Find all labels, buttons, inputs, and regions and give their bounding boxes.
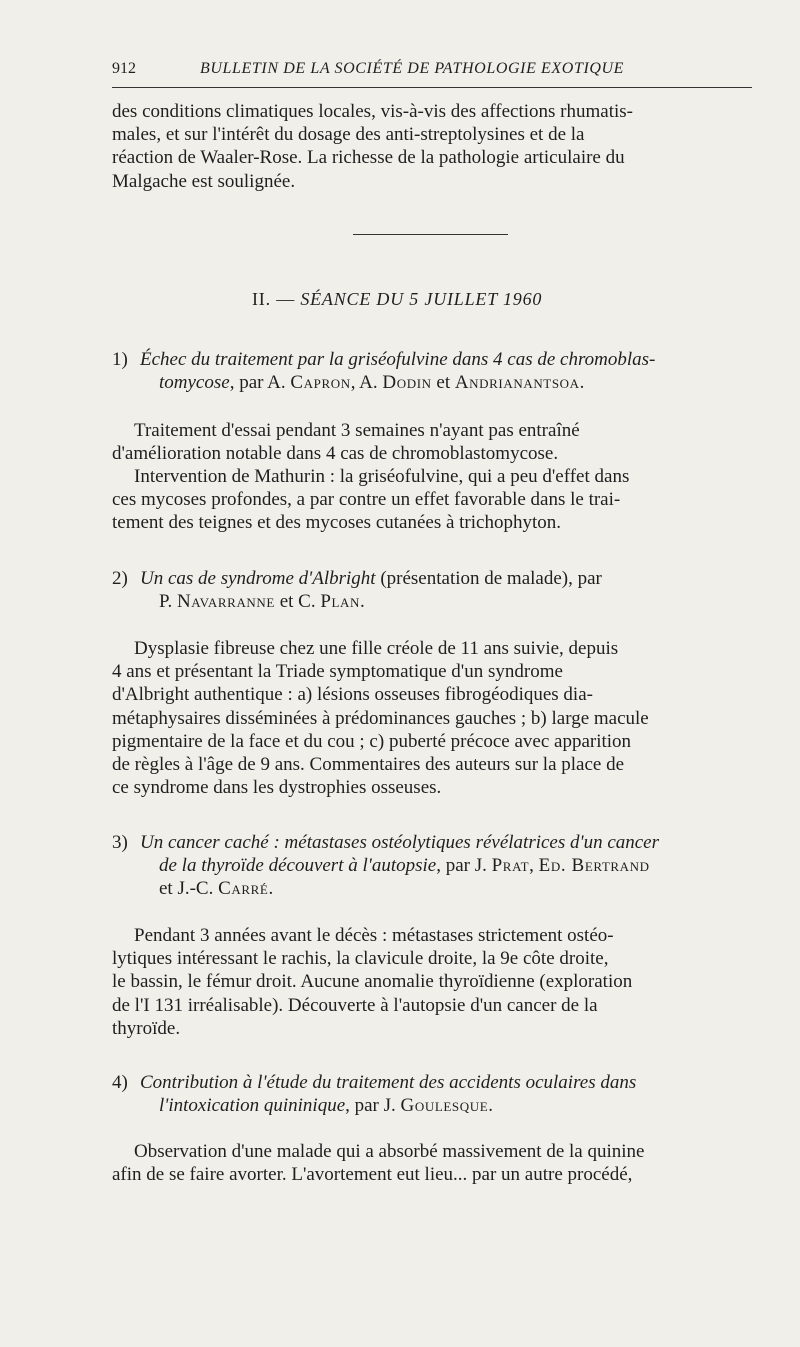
by-text: , par A.	[229, 372, 286, 394]
text-line: 4 ans et présentant la Triade symptomatique d'un syndrome	[112, 661, 563, 683]
by-text: , par J.	[436, 855, 487, 877]
author: Plan	[320, 591, 361, 613]
item-title: Un cas de syndrome d'Albright	[140, 568, 376, 589]
text-line: réaction de Waaler-Rose. La richesse de la pathologie articulaire du	[112, 147, 625, 169]
item-1-paragraph-2	[112, 465, 752, 535]
text-line: le bassin, le fémur droit. Aucune anomalie thyroïdienne (exploration	[112, 971, 633, 993]
item-number: 4)	[112, 1072, 128, 1093]
author: Capron	[290, 372, 351, 394]
item-1-heading	[112, 348, 752, 394]
item-number: 3)	[112, 832, 128, 853]
end-text: .	[360, 591, 365, 613]
item-3-heading	[112, 831, 752, 901]
running-title: BULLETIN DE LA SOCIÉTÉ DE PATHOLOGIE EXOTIQUE	[200, 60, 625, 77]
text-line: d'amélioration notable dans 4 cas de chromoblastomycose.	[112, 443, 559, 465]
item-title: Un cancer caché : métastases ostéolytiques révélatrices d'un cancer	[140, 832, 660, 853]
end-text: .	[488, 1095, 494, 1117]
item-title-cont: de la thyroïde découvert à l'autopsie	[159, 855, 437, 877]
item-title-cont: l'intoxication quininique	[159, 1095, 346, 1117]
text-line: Traitement d'essai pendant 3 semaines n'ayant pas entraîné	[134, 420, 580, 441]
section-title: SÉANCE DU 5 JUILLET 1960	[300, 289, 543, 309]
section-heading	[252, 289, 542, 310]
intro-paragraph	[112, 100, 752, 193]
text-line: de l'I 131 irréalisable). Découverte à l'autopsie d'un cancer de la	[112, 994, 598, 1016]
end-text: .	[268, 878, 274, 900]
text-line: métaphysaires disséminées à prédominances gauches ; b) large macule	[112, 707, 649, 729]
text-line: Dysplasie fibreuse chez une fille créole de 11 ans suivie, depuis	[134, 638, 619, 659]
item-4-paragraph	[112, 1140, 752, 1186]
item-number: 1)	[112, 349, 128, 370]
item-2-paragraph	[112, 637, 752, 799]
text-line: ces mycoses profondes, a par contre un effet favorable dans le trai-	[112, 489, 621, 511]
item-title-cont: tomycose	[159, 372, 230, 394]
sep-text: ,	[529, 855, 534, 877]
header-rule	[112, 87, 752, 88]
author: Carré	[218, 878, 269, 900]
text-line: lytiques intéressant le rachis, la clavicule droite, la 9e côte droite,	[112, 948, 609, 970]
item-1-paragraph-1	[112, 419, 752, 465]
item-4-heading	[112, 1071, 752, 1117]
sep-text: , A.	[350, 372, 378, 394]
item-title: Contribution à l'étude du traitement des accidents oculaires dans	[140, 1072, 637, 1093]
text-line: des conditions climatiques locales, vis-à-vis des affections rhumatis-	[112, 101, 633, 122]
text-line: d'Albright authentique : a) lésions osseuses fibrogéodiques dia-	[112, 684, 593, 706]
text-line: thyroïde.	[112, 1017, 181, 1039]
text-line: Malgache est soulignée.	[112, 170, 296, 192]
item-subtitle: (présentation de malade), par	[380, 568, 602, 589]
by-text: , par J.	[345, 1095, 396, 1117]
and-text: et J.-C.	[159, 878, 214, 900]
item-2-heading	[112, 567, 752, 613]
author: Ed. Bertrand	[538, 855, 650, 877]
author: Dodin	[382, 372, 432, 394]
text-line: Pendant 3 années avant le décès : métastases strictement ostéo-	[134, 925, 614, 946]
and-text: et C.	[279, 591, 316, 613]
section-number: II. —	[252, 289, 295, 309]
author: Navarranne	[176, 591, 275, 613]
and-text: et	[436, 372, 451, 394]
text-line: ce syndrome dans les dystrophies osseuses.	[112, 777, 442, 799]
text-line: males, et sur l'intérêt du dosage des anti-streptolysines et de la	[112, 124, 585, 146]
text-line: tement des teignes et des mycoses cutanées à trichophyton.	[112, 512, 562, 534]
author: Prat	[491, 855, 530, 877]
end-text: .	[579, 372, 585, 394]
separator-rule	[353, 234, 508, 235]
page-number: 912	[112, 60, 136, 77]
text-line: de règles à l'âge de 9 ans. Commentaires des auteurs sur la place de	[112, 754, 625, 776]
author: Andrianantsoa	[454, 372, 580, 394]
initial-text: P.	[159, 591, 173, 613]
author: Goulesque	[400, 1095, 489, 1117]
text-line: pigmentaire de la face et du cou ; c) puberté précoce avec apparition	[112, 730, 632, 752]
text-line: Observation d'une malade qui a absorbé massivement de la quinine	[134, 1141, 645, 1162]
item-number: 2)	[112, 568, 128, 589]
item-title: Échec du traitement par la griséofulvine dans 4 cas de chromoblas-	[140, 349, 656, 370]
text-line: afin de se faire avorter. L'avortement eut lieu... par un autre procédé,	[112, 1164, 633, 1186]
text-line: Intervention de Mathurin : la griséofulvine, qui a peu d'effet dans	[134, 466, 630, 487]
item-3-paragraph	[112, 924, 752, 1040]
